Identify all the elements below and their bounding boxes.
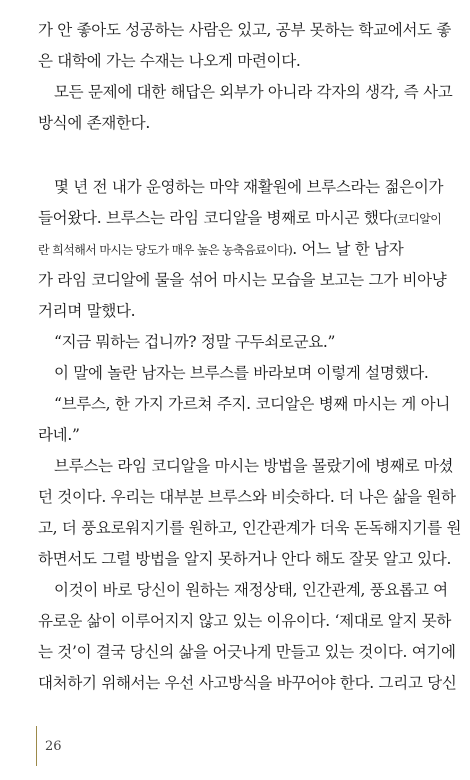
body-text-line: 방식에 존재한다. (38, 114, 150, 132)
body-text-line: 유로운 삶이 이루어지지 않고 있는 이유이다. ‘제대로 알지 못하 (38, 612, 452, 630)
footnote-aside: (코디알이 (393, 212, 442, 226)
body-text-line: 이 말에 놀란 남자는 브루스를 바라보며 이렇게 설명했다. (54, 364, 429, 382)
body-text-line: 던 것이다. 우리는 대부분 브루스와 비슷하다. 더 나은 삶을 원하 (38, 488, 456, 506)
quote-line: 라네.” (38, 426, 80, 444)
top-text-block (38, 15, 453, 139)
body-text-line: 몇 년 전 내가 운영하는 마약 재활원에 브루스라는 젊은이가 (54, 178, 444, 196)
footer-divider (36, 726, 37, 766)
main-text-block (38, 172, 462, 699)
body-text-line: 거리며 말했다. (38, 302, 136, 320)
body-text-line: 가 라임 코디알에 물을 섞어 마시는 모습을 보고는 그가 비아냥 (38, 271, 447, 289)
body-text-line: 는 것’이 결국 당신의 삶을 어긋나게 만들고 있는 것이다. 여기에 (38, 643, 456, 661)
footnote-aside: 란 희석해서 마시는 당도가 매우 높은 농축음료이다) (38, 243, 293, 257)
body-text-line: 대처하기 위해서는 우선 사고방식을 바꾸어야 한다. 그리고 당신 (38, 674, 457, 692)
page-number: 26 (45, 738, 62, 754)
body-text-fragment: . 어느 날 한 남자 (292, 240, 404, 258)
body-text-line: 이것이 바로 당신이 원하는 재정상태, 인간관계, 풍요롭고 여 (54, 581, 448, 599)
body-text-line: 은 대학에 가는 수재는 나오게 마련이다. (38, 52, 301, 70)
body-text-line: 브루스는 라임 코디알을 마시는 방법을 몰랐기에 병째로 마셨 (54, 457, 454, 475)
body-text-line (38, 203, 440, 234)
body-text-line: 고, 더 풍요로워지기를 원하고, 인간관계가 더욱 돈독해지기를 원 (38, 519, 462, 537)
body-text-line (38, 234, 440, 265)
body-text-line: 하면서도 그럴 방법을 알지 못하거나 안다 해도 잘못 알고 있다. (38, 550, 452, 568)
body-text-line: 모든 문제에 대한 해답은 외부가 아니라 각자의 생각, 즉 사고 (54, 83, 453, 101)
quote-line: “지금 뭐하는 겁니까? 정말 구두쇠로군요.” (54, 333, 336, 351)
page-footer (36, 726, 62, 766)
body-text-fragment: 들어왔다. 브루스는 라임 코디알을 병째로 마시곤 했다 (38, 209, 394, 227)
quote-line: “브루스, 한 가지 가르쳐 주지. 코디알은 병째 마시는 게 아니 (54, 395, 451, 413)
body-text-line: 가 안 좋아도 성공하는 사람은 있고, 공부 못하는 학교에서도 좋 (38, 21, 452, 39)
